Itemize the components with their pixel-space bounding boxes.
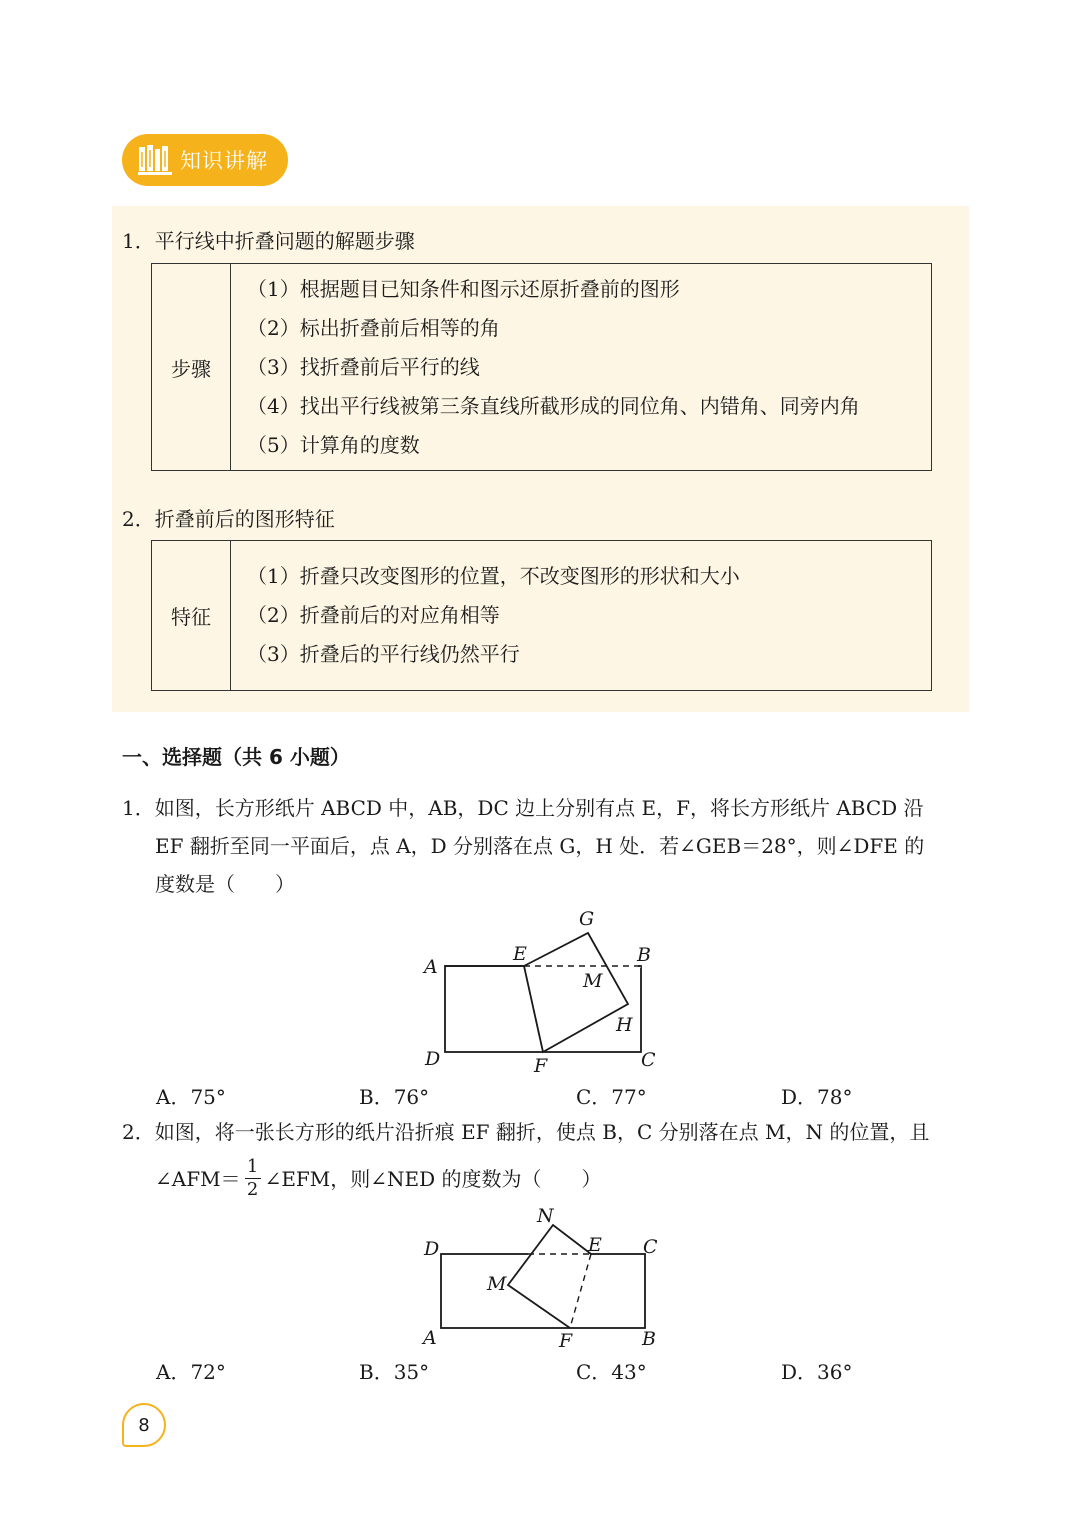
fraction	[245, 1156, 261, 1201]
features-table	[151, 540, 932, 691]
label-F: F	[559, 1330, 573, 1352]
label-H: H	[616, 1014, 633, 1036]
section-badge	[122, 134, 288, 186]
question-2-figure	[410, 1200, 680, 1360]
q2-option-b[interactable]: B．35°	[359, 1360, 430, 1384]
step-row: （4）找出平行线被第三条直线所截形成的同位角、内错角、同旁内角	[247, 394, 860, 418]
section-2-title: 2．折叠前后的图形特征	[122, 507, 335, 531]
feature-row: （3）折叠后的平行线仍然平行	[247, 642, 520, 666]
features-table-head: 特征	[152, 541, 231, 690]
question-1	[122, 789, 962, 903]
question-1-line-1: 1．如图，长方形纸片 ABCD 中，AB，DC 边上分别有点 E，F，将长方形纸片 ABCD 沿	[122, 796, 924, 820]
label-B: B	[637, 944, 651, 966]
q1-option-c[interactable]: C．77°	[576, 1085, 647, 1109]
q2-option-d[interactable]: D．36°	[781, 1360, 853, 1384]
label-E: E	[513, 943, 527, 965]
label-F: F	[534, 1055, 548, 1077]
q1-option-a[interactable]: A．75°	[156, 1085, 226, 1109]
feature-row: （1）折叠只改变图形的位置，不改变图形的形状和大小	[247, 564, 740, 588]
q2-angle-afm: ∠AFM＝	[155, 1166, 241, 1191]
label-A: A	[424, 956, 438, 978]
exercise-heading: 一、选择题（共 6 小题）	[122, 745, 350, 769]
label-A: A	[423, 1327, 437, 1349]
label-G: G	[579, 908, 595, 930]
label-B: B	[642, 1328, 656, 1350]
question-1-figure	[410, 905, 670, 1080]
step-row: （2）标出折叠前后相等的角	[247, 316, 500, 340]
question-2-line-2	[155, 1156, 602, 1201]
label-D: D	[424, 1238, 440, 1260]
label-C: C	[641, 1049, 656, 1071]
books-icon	[138, 143, 174, 177]
label-M: M	[583, 970, 603, 992]
features-table-body	[231, 541, 740, 690]
question-2-line-1: 2．如图，将一张长方形的纸片沿折痕 EF 翻折，使点 B，C 分别落在点 M，N 的位置，且	[122, 1120, 930, 1144]
section-1-title: 1．平行线中折叠问题的解题步骤	[122, 229, 415, 253]
q1-option-d[interactable]: D．78°	[781, 1085, 853, 1109]
steps-table-head: 步骤	[152, 264, 231, 470]
feature-row: （2）折叠前后的对应角相等	[247, 603, 500, 627]
step-row: （3）找折叠前后平行的线	[247, 355, 480, 379]
label-E: E	[588, 1234, 602, 1256]
q2-option-c[interactable]: C．43°	[576, 1360, 647, 1384]
fraction-denominator: 2	[246, 1179, 259, 1200]
steps-table	[151, 263, 932, 471]
step-row: （5）计算角的度数	[247, 433, 420, 457]
question-1-line-3: 度数是（ ）	[155, 872, 295, 896]
step-row: （1）根据题目已知条件和图示还原折叠前的图形	[247, 277, 680, 301]
label-N: N	[537, 1205, 554, 1227]
label-C: C	[643, 1236, 658, 1258]
q1-option-b[interactable]: B．76°	[359, 1085, 430, 1109]
badge-title: 知识讲解	[180, 149, 268, 173]
label-M: M	[487, 1273, 507, 1295]
steps-table-body	[231, 264, 860, 470]
q2-rest: ∠EFM，则∠NED 的度数为（ ）	[264, 1166, 602, 1191]
fraction-numerator: 1	[246, 1156, 259, 1177]
q2-option-a[interactable]: A．72°	[156, 1360, 226, 1384]
page-number: 8	[122, 1403, 166, 1447]
question-1-line-2: EF 翻折至同一平面后，点 A，D 分别落在点 G，H 处．若∠GEB＝28°，则∠DFE 的	[155, 834, 925, 858]
label-D: D	[425, 1048, 441, 1070]
